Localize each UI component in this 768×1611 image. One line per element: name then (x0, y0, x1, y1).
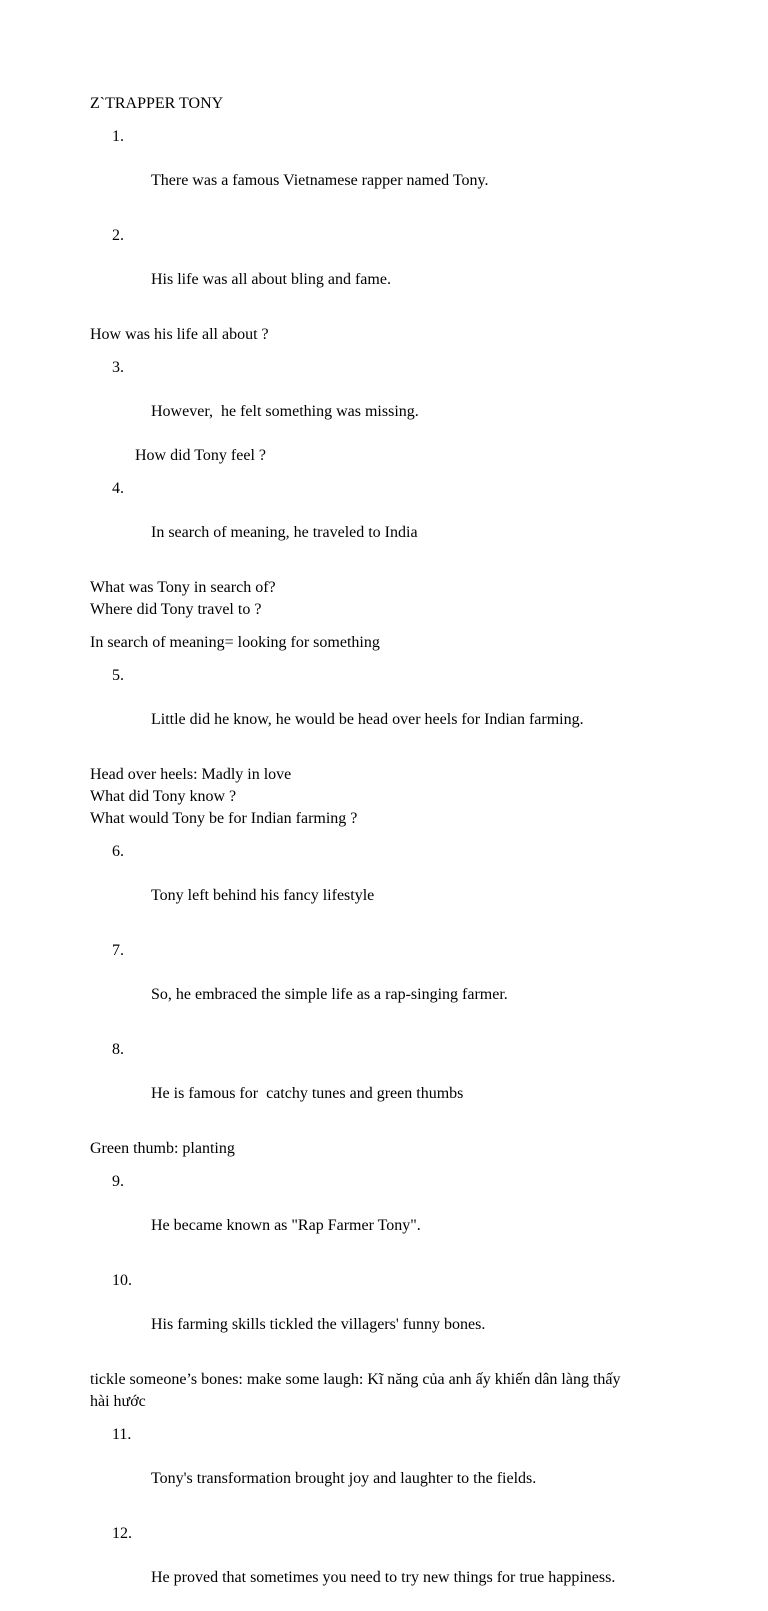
document-page (90, 93, 690, 1611)
list-item-3-subline: How did Tony feel ? (135, 447, 266, 464)
paragraph-line: tickle someone’s bones: make some laugh: Kĩ năng của anh ấy khiến dân làng thấy (90, 1371, 621, 1388)
list-text: Tony left behind his fancy lifestyle (151, 887, 375, 904)
list-number: 9. (112, 1173, 124, 1190)
list-text: He is famous for catchy tunes and green thumbs (151, 1085, 464, 1102)
list-item-11 (90, 1424, 690, 1512)
list-item-2 (90, 225, 690, 313)
list-text: Tony's transformation brought joy and laughter to the fields. (151, 1470, 537, 1487)
list-item-10 (90, 1270, 690, 1358)
paragraph-line: In search of meaning= looking for something (90, 634, 380, 651)
paragraph-line: Green thumb: planting (90, 1140, 235, 1157)
list-text: Little did he know, he would be head over heels for Indian farming. (151, 711, 584, 728)
paragraph-line: What did Tony know ? (90, 788, 237, 805)
paragraph-tickle-bones (90, 1369, 690, 1413)
list-item-9 (90, 1171, 690, 1259)
list-text: However, he felt something was missing. (151, 403, 419, 420)
paragraph-question-life (90, 324, 690, 346)
paragraph-line: hài hước (90, 1393, 146, 1410)
paragraph-definition-search (90, 632, 690, 654)
list-text: There was a famous Vietnamese rapper named Tony. (151, 172, 489, 189)
list-item-8 (90, 1039, 690, 1127)
paragraph-green-thumb (90, 1138, 690, 1160)
list-number: 2. (112, 227, 124, 244)
paragraph-questions-search (90, 577, 690, 621)
list-text: He became known as "Rap Farmer Tony". (151, 1217, 421, 1234)
list-text: He proved that sometimes you need to try new things for true happiness. (151, 1569, 616, 1586)
list-item-4 (90, 478, 690, 566)
list-text: His farming skills tickled the villagers' funny bones. (151, 1316, 486, 1333)
list-number: 8. (112, 1041, 124, 1058)
list-number: 5. (112, 667, 124, 684)
list-text: So, he embraced the simple life as a rap-singing farmer. (151, 986, 508, 1003)
list-number: 3. (112, 359, 124, 376)
list-item-5 (90, 665, 690, 753)
list-item-6 (90, 841, 690, 929)
paragraph-line: What would Tony be for Indian farming ? (90, 810, 358, 827)
list-item-7 (90, 940, 690, 1028)
list-number: 6. (112, 843, 124, 860)
list-text: In search of meaning, he traveled to India (151, 524, 418, 541)
list-item-12 (90, 1523, 690, 1611)
list-item-1 (90, 126, 690, 214)
paragraph-line: How was his life all about ? (90, 326, 269, 343)
list-number: 10. (112, 1272, 132, 1289)
paragraph-line: Head over heels: Madly in love (90, 766, 292, 783)
list-text: His life was all about bling and fame. (151, 271, 391, 288)
list-number: 11. (112, 1426, 132, 1443)
document-title: Z`TRAPPER TONY (90, 95, 224, 112)
list-number: 1. (112, 128, 124, 145)
list-number: 4. (112, 480, 124, 497)
list-number: 7. (112, 942, 124, 959)
list-number: 12. (112, 1525, 132, 1542)
paragraph-head-over-heels (90, 764, 690, 830)
paragraph-line: Where did Tony travel to ? (90, 601, 262, 618)
list-item-3 (90, 357, 690, 445)
paragraph-line: What was Tony in search of? (90, 579, 276, 596)
